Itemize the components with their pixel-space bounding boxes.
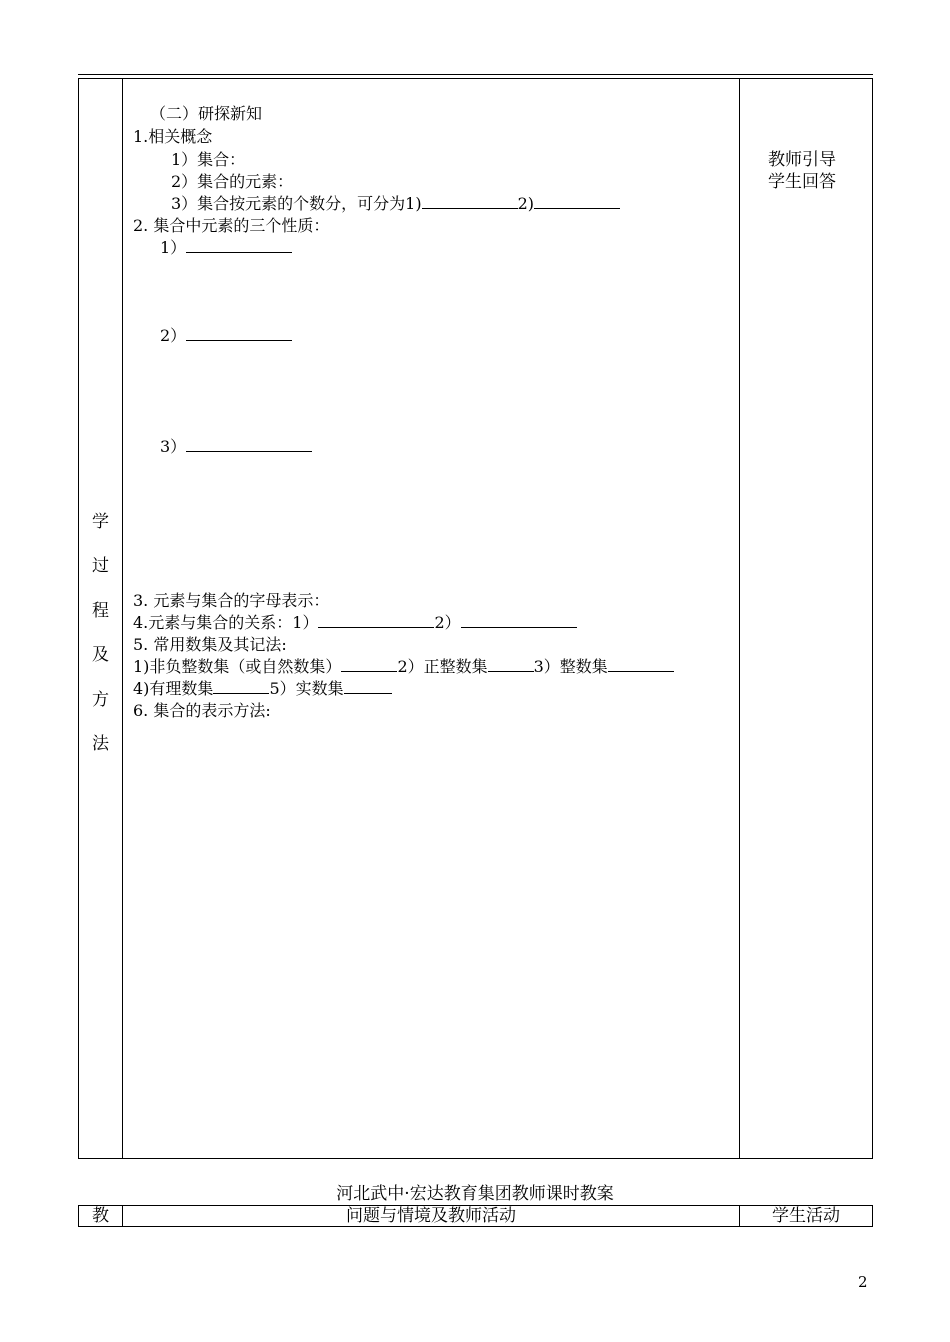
table-top-border [78, 78, 873, 79]
sidebar-char: 程 [92, 601, 109, 621]
natural-numbers-label: 1)非负整数集（或自然数集） [133, 657, 342, 676]
top-rule [78, 74, 873, 75]
item-common-number-sets: 5. 常用数集及其记法: [133, 635, 287, 654]
right-column-line2: 学生回答 [768, 172, 836, 192]
number-sets-line2 [133, 679, 392, 699]
item-set-element: 2）集合的元素： [171, 172, 294, 191]
sidebar-char: 及 [92, 645, 109, 665]
right-column-line1: 教师引导 [768, 150, 836, 170]
relation-mid: 2） [434, 613, 461, 632]
fill-blank [608, 657, 674, 672]
item-set-classification [171, 194, 620, 214]
header-col-teaching: 教 [92, 1206, 109, 1226]
property-2 [160, 326, 292, 346]
fill-blank [534, 194, 620, 209]
integers-label: 3）整数集 [533, 657, 608, 676]
property-1-label: 1） [160, 238, 187, 257]
fill-blank [186, 238, 292, 253]
relation-prefix: 4.元素与集合的关系：1） [133, 613, 319, 632]
table-right-border [872, 78, 873, 1159]
header-col-student-activities: 学生活动 [772, 1206, 840, 1226]
property-3 [160, 437, 312, 457]
header-col-activities: 问题与情境及教师活动 [346, 1206, 516, 1226]
classification-prefix: 3）集合按元素的个数分，可分为1) [171, 194, 422, 213]
table-divider-right [739, 78, 740, 1159]
item-element-set-relation [133, 613, 577, 633]
fill-blank [461, 613, 577, 628]
item-letter-notation: 3. 元素与集合的字母表示： [133, 591, 330, 610]
fill-blank [341, 657, 397, 672]
real-numbers-label: 5）实数集 [269, 679, 344, 698]
classification-mid: 2) [517, 194, 535, 213]
item-representation-methods: 6. 集合的表示方法: [133, 701, 271, 720]
section-title: （二）研探新知 [150, 104, 263, 123]
header-table-bottom-border [78, 1226, 873, 1227]
sidebar-char: 学 [92, 512, 109, 532]
sidebar-char: 过 [92, 556, 109, 576]
fill-blank [422, 194, 518, 209]
sidebar-char: 法 [92, 734, 109, 754]
sidebar-char: 方 [92, 690, 109, 710]
header-table-right-border [872, 1205, 873, 1227]
fill-blank [186, 326, 292, 341]
page-number: 2 [858, 1273, 868, 1291]
item-related-concepts: 1.相关概念 [133, 127, 213, 146]
fill-blank [186, 437, 312, 452]
property-1 [160, 238, 292, 258]
fill-blank [488, 657, 534, 672]
fill-blank [344, 679, 392, 694]
table-bottom-border [78, 1158, 873, 1159]
number-sets-line1 [133, 657, 674, 677]
fill-blank [213, 679, 269, 694]
item-set: 1）集合： [171, 150, 246, 169]
fill-blank [318, 613, 434, 628]
rational-numbers-label: 4)有理数集 [133, 679, 214, 698]
property-2-label: 2） [160, 326, 187, 345]
school-title: 河北武中·宏达教育集团教师课时教案 [336, 1184, 614, 1204]
item-three-properties: 2. 集合中元素的三个性质： [133, 216, 330, 235]
positive-integers-label: 2）正整数集 [397, 657, 488, 676]
property-3-label: 3） [160, 437, 187, 456]
